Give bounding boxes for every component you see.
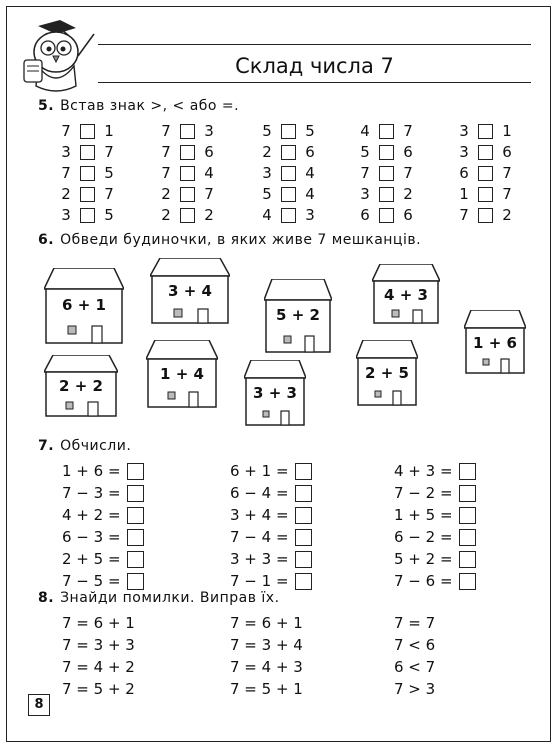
right-number: 1 [502, 122, 512, 140]
comparison-item [261, 183, 316, 205]
left-number: 4 [262, 206, 272, 224]
task-5-heading [38, 98, 239, 114]
answer-box[interactable] [379, 166, 394, 181]
task-7-heading [38, 438, 131, 454]
answer-box[interactable] [127, 507, 144, 524]
answer-box[interactable] [180, 145, 195, 160]
comparison-item [261, 162, 316, 184]
answer-box[interactable] [295, 463, 312, 480]
answer-box[interactable] [127, 485, 144, 502]
title-bottom-rule [98, 82, 531, 83]
right-number: 5 [305, 122, 315, 140]
answer-box[interactable] [281, 208, 296, 223]
calc-expression: 2 + 5 = [62, 550, 121, 568]
calc-expression: 7 − 1 = [230, 572, 289, 590]
comparison-item [458, 204, 513, 226]
comparison-item [359, 204, 414, 226]
calc-expression: 7 − 2 = [394, 484, 453, 502]
calc-item [230, 504, 312, 526]
house-5[interactable] [464, 310, 526, 374]
equation-item: 7 > 3 [394, 680, 436, 698]
calc-item [394, 570, 476, 592]
answer-box[interactable] [459, 463, 476, 480]
task-8-label: Знайди помилки. Виправ їх. [60, 590, 280, 606]
right-number: 4 [204, 164, 214, 182]
left-number: 1 [459, 185, 469, 203]
task-5-label: Встав знак >, < або =. [60, 98, 240, 114]
comparison-item [458, 120, 513, 142]
answer-box[interactable] [127, 463, 144, 480]
right-number: 6 [403, 143, 413, 161]
equation-item: 7 = 7 [394, 614, 436, 632]
answer-box[interactable] [379, 145, 394, 160]
answer-box[interactable] [295, 529, 312, 546]
answer-box[interactable] [80, 208, 95, 223]
answer-box[interactable] [459, 573, 476, 590]
house-7[interactable] [146, 340, 218, 408]
comparison-item [261, 120, 316, 142]
left-number: 7 [360, 164, 370, 182]
answer-box[interactable] [180, 124, 195, 139]
answer-box[interactable] [281, 187, 296, 202]
calc-item [394, 482, 476, 504]
answer-box[interactable] [379, 208, 394, 223]
left-number: 7 [61, 164, 71, 182]
answer-box[interactable] [459, 529, 476, 546]
left-number: 5 [262, 185, 272, 203]
left-number: 3 [360, 185, 370, 203]
calc-expression: 7 − 3 = [62, 484, 121, 502]
right-number: 4 [305, 185, 315, 203]
left-number: 6 [459, 164, 469, 182]
left-number: 7 [61, 122, 71, 140]
answer-box[interactable] [295, 485, 312, 502]
answer-box[interactable] [478, 187, 493, 202]
calc-item [394, 548, 476, 570]
comparison-item [160, 183, 215, 205]
equation-item: 7 = 6 + 1 [62, 614, 135, 632]
comparison-item [458, 141, 513, 163]
title-top-rule [98, 44, 531, 45]
task-6-number: 6. [38, 232, 55, 248]
answer-box[interactable] [478, 145, 493, 160]
task-7-number: 7. [38, 438, 55, 454]
right-number: 7 [104, 185, 114, 203]
left-number: 7 [161, 164, 171, 182]
answer-box[interactable] [478, 166, 493, 181]
comparison-item [359, 183, 414, 205]
right-number: 6 [403, 206, 413, 224]
calc-expression: 6 − 3 = [62, 528, 121, 546]
calc-expression: 4 + 3 = [394, 462, 453, 480]
answer-box[interactable] [459, 551, 476, 568]
house-expression: 4 + 3 [384, 286, 428, 304]
answer-box[interactable] [80, 124, 95, 139]
equation-item: 7 = 5 + 1 [230, 680, 303, 698]
equation-item: 7 = 6 + 1 [230, 614, 303, 632]
right-number: 6 [502, 143, 512, 161]
comparison-item [160, 204, 215, 226]
right-number: 3 [204, 122, 214, 140]
answer-box[interactable] [80, 145, 95, 160]
calc-expression: 1 + 6 = [62, 462, 121, 480]
house-expression: 1 + 6 [473, 334, 517, 352]
right-number: 7 [403, 122, 413, 140]
task-8-number: 8. [38, 590, 55, 606]
house-expression: 3 + 3 [253, 384, 297, 402]
calc-item [230, 570, 312, 592]
house-expression: 1 + 4 [160, 365, 204, 383]
calc-expression: 6 + 1 = [230, 462, 289, 480]
right-number: 1 [104, 122, 114, 140]
comparison-item [60, 162, 115, 184]
page-title: Склад числа 7 [235, 54, 394, 78]
comparison-item [261, 141, 316, 163]
right-number: 2 [403, 185, 413, 203]
comparison-item [60, 141, 115, 163]
house-1[interactable] [44, 268, 124, 344]
comparison-item [359, 162, 414, 184]
answer-box[interactable] [478, 208, 493, 223]
house-6[interactable] [44, 355, 118, 417]
calc-item [62, 548, 144, 570]
right-number: 2 [204, 206, 214, 224]
left-number: 4 [360, 122, 370, 140]
left-number: 5 [262, 122, 272, 140]
answer-box[interactable] [379, 124, 394, 139]
task-6-heading [38, 232, 421, 248]
left-number: 7 [161, 143, 171, 161]
calc-item [62, 460, 144, 482]
house-8[interactable] [244, 360, 306, 426]
equation-item: 7 = 3 + 4 [230, 636, 303, 654]
calc-expression: 7 − 4 = [230, 528, 289, 546]
answer-box[interactable] [281, 145, 296, 160]
comparison-item [60, 183, 115, 205]
calc-expression: 6 − 4 = [230, 484, 289, 502]
equation-item: 7 = 5 + 2 [62, 680, 135, 698]
answer-box[interactable] [478, 124, 493, 139]
house-expression: 6 + 1 [62, 296, 106, 314]
answer-box[interactable] [281, 124, 296, 139]
left-number: 7 [459, 206, 469, 224]
calc-expression: 6 − 2 = [394, 528, 453, 546]
house-3[interactable] [264, 279, 332, 353]
left-number: 3 [459, 143, 469, 161]
calc-expression: 7 − 5 = [62, 572, 121, 590]
calc-item [394, 526, 476, 548]
house-2[interactable] [150, 258, 230, 324]
comparison-item [359, 120, 414, 142]
equation-item: 7 = 4 + 3 [230, 658, 303, 676]
left-number: 7 [161, 122, 171, 140]
answer-box[interactable] [127, 551, 144, 568]
calc-item [62, 504, 144, 526]
calc-expression: 4 + 2 = [62, 506, 121, 524]
comparison-item [458, 162, 513, 184]
calc-expression: 7 − 6 = [394, 572, 453, 590]
answer-box[interactable] [459, 485, 476, 502]
calc-expression: 5 + 2 = [394, 550, 453, 568]
calc-item [394, 504, 476, 526]
equation-item: 7 < 6 [394, 636, 436, 654]
house-expression: 3 + 4 [168, 282, 212, 300]
comparison-item [160, 141, 215, 163]
left-number: 2 [161, 206, 171, 224]
right-number: 2 [502, 206, 512, 224]
left-number: 3 [459, 122, 469, 140]
answer-box[interactable] [80, 166, 95, 181]
calc-item [62, 482, 144, 504]
comparison-item [458, 183, 513, 205]
house-expression: 5 + 2 [276, 306, 320, 324]
right-number: 6 [204, 143, 214, 161]
left-number: 3 [61, 206, 71, 224]
calc-expression: 3 + 3 = [230, 550, 289, 568]
calc-item [394, 460, 476, 482]
house-expression: 2 + 2 [59, 377, 103, 395]
comparison-item [160, 120, 215, 142]
left-number: 3 [61, 143, 71, 161]
right-number: 7 [502, 185, 512, 203]
right-number: 7 [502, 164, 512, 182]
answer-box[interactable] [295, 507, 312, 524]
equation-item: 7 = 4 + 2 [62, 658, 135, 676]
answer-box[interactable] [180, 166, 195, 181]
comparison-item [160, 162, 215, 184]
left-number: 6 [360, 206, 370, 224]
page-number: 8 [28, 694, 50, 716]
calc-item [62, 526, 144, 548]
calc-item [230, 526, 312, 548]
right-number: 3 [305, 206, 315, 224]
equation-item: 7 = 3 + 3 [62, 636, 135, 654]
answer-box[interactable] [281, 166, 296, 181]
calc-item [230, 460, 312, 482]
task-8-heading [38, 590, 280, 606]
calc-item [62, 570, 144, 592]
left-number: 3 [262, 164, 272, 182]
answer-box[interactable] [80, 187, 95, 202]
equation-item: 6 < 7 [394, 658, 436, 676]
comparison-item [60, 120, 115, 142]
answer-box[interactable] [127, 573, 144, 590]
right-number: 5 [104, 206, 114, 224]
calc-expression: 3 + 4 = [230, 506, 289, 524]
task-6-label: Обведи будиночки, в яких живе 7 мешканців. [60, 232, 422, 248]
answer-box[interactable] [379, 187, 394, 202]
calc-item [230, 482, 312, 504]
left-number: 2 [161, 185, 171, 203]
answer-box[interactable] [295, 551, 312, 568]
owl-scholar-icon [16, 16, 96, 96]
left-number: 2 [262, 143, 272, 161]
right-number: 5 [104, 164, 114, 182]
task-7-label: Обчисли. [60, 438, 132, 454]
left-number: 2 [61, 185, 71, 203]
right-number: 7 [204, 185, 214, 203]
answer-box[interactable] [295, 573, 312, 590]
right-number: 7 [403, 164, 413, 182]
house-9[interactable] [356, 340, 418, 406]
task-5-number: 5. [38, 98, 55, 114]
calc-item [230, 548, 312, 570]
left-number: 5 [360, 143, 370, 161]
comparison-item [359, 141, 414, 163]
calc-expression: 1 + 5 = [394, 506, 453, 524]
comparison-item [60, 204, 115, 226]
right-number: 4 [305, 164, 315, 182]
answer-box[interactable] [180, 187, 195, 202]
right-number: 6 [305, 143, 315, 161]
answer-box[interactable] [180, 208, 195, 223]
house-4[interactable] [372, 264, 440, 324]
answer-box[interactable] [459, 507, 476, 524]
comparison-item [261, 204, 316, 226]
house-expression: 2 + 5 [365, 364, 409, 382]
answer-box[interactable] [127, 529, 144, 546]
right-number: 7 [104, 143, 114, 161]
